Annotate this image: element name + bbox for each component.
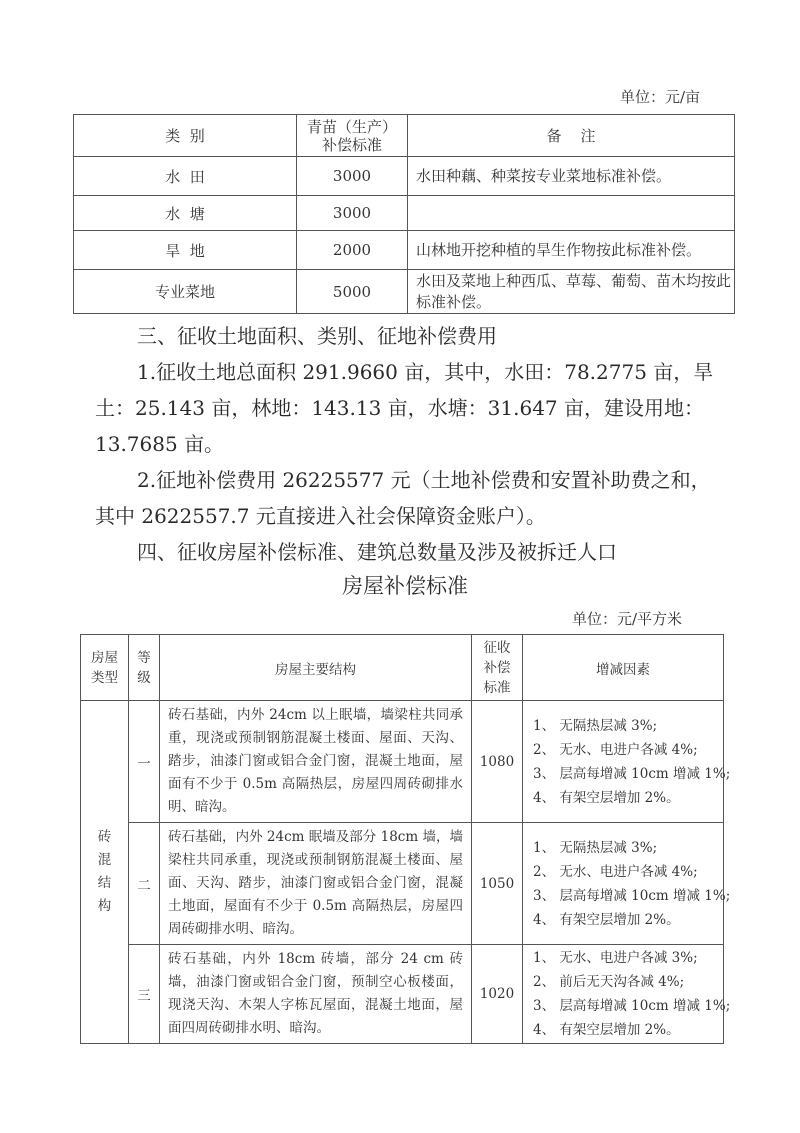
grade-cell: 三: [129, 945, 160, 1044]
note-cell: 山林地开挖种植的旱生作物按此标准补偿。: [408, 231, 735, 270]
grade-cell: 二: [129, 823, 160, 945]
table-row: [81, 823, 724, 945]
header-standard-line2: 补偿: [483, 659, 511, 676]
structure-cell: 砖石基础，内外 18cm 砖墙，部分 24 cm 砖墙，油漆门窗或铝合金门窗，预制空心板楼面，现浇天沟、木架人字栋瓦屋面，混凝土地面，屋面四周砖砌排水明、暗沟。: [160, 945, 472, 1044]
house-type-cell: [81, 701, 129, 1044]
table-row: [74, 157, 735, 196]
header-house-type: [81, 635, 129, 701]
header-standard-line1: 青苗（生产）: [306, 117, 397, 136]
note-cell: [408, 196, 735, 231]
factor-item: 3、 层高每增减 10cm 增减 1%;: [533, 765, 731, 782]
factors-cell: [523, 701, 731, 823]
factor-item: 4、 有架空层增加 2%。: [533, 1022, 680, 1038]
standard-cell: 1050: [472, 823, 523, 945]
standard-cell: 3000: [297, 196, 408, 231]
table-header-row: [81, 635, 724, 701]
header-standard: [472, 635, 523, 701]
header-factors: 增减因素: [523, 635, 724, 701]
header-standard-line1: 征收: [483, 639, 511, 656]
crop-compensation-table: [73, 114, 735, 314]
factor-item: 1、 无水、电进户各减 3%;: [533, 950, 698, 966]
section4-heading: 四、征收房屋补偿标准、建筑总数量及涉及被拆迁人口: [137, 540, 617, 564]
header-standard: [297, 115, 408, 157]
standard-cell: 3000: [297, 157, 408, 196]
category-cell: 水 田: [74, 157, 297, 196]
header-grade-line2: 级: [137, 669, 151, 686]
structure-cell: 砖石基础，内外 24cm 以上眠墙，墙梁柱共同承重，现浇或预制钢筋混凝土楼面、屋面、天沟、踏步，油漆门窗或铝合金门窗，混凝土地面，屋面有不少于 0.5m 高隔热层，房屋四周砖砌排水明、暗沟。: [160, 701, 472, 823]
header-standard-line2: 补偿标准: [321, 135, 382, 154]
table-row: [81, 701, 724, 823]
header-grade: [129, 635, 160, 701]
house-table-title: 房屋补偿标准: [342, 574, 468, 598]
note-cell: 水田种藕、种菜按专业菜地标准补偿。: [408, 157, 735, 196]
header-house-type-line1: 房屋: [91, 649, 118, 666]
house-type-char: 结: [97, 875, 112, 891]
factor-item: 1、 无隔热层减 3%;: [533, 839, 658, 856]
house-type-char: 混: [97, 852, 112, 868]
section3-paragraph-2: 2.征地补偿费用 26225577 元（土地补偿费和安置补助费之和，其中 2622557.7 元直接进入社会保障资金账户）。: [95, 468, 711, 528]
factor-item: 2、 无水、电进户各减 4%;: [533, 741, 698, 758]
factor-item: 3、 层高每增减 10cm 增减 1%;: [533, 887, 731, 904]
standard-cell: 1080: [472, 701, 523, 823]
house-table-unit: 单位：元/平方米: [572, 610, 683, 628]
factors-cell: [523, 945, 731, 1044]
grade-cell: 一: [129, 701, 160, 823]
standard-cell: 2000: [297, 231, 408, 270]
header-grade-line1: 等: [137, 649, 151, 666]
factors-cell: [523, 823, 731, 945]
house-type-char: 砖: [97, 829, 112, 845]
section3-heading: 三、征收土地面积、类别、征地补偿费用: [137, 324, 497, 348]
factor-item: 4、 有架空层增加 2%。: [533, 789, 680, 806]
section3-paragraph-1: 1.征收土地总面积 291.9660 亩，其中，水田：78.2775 亩，旱土：25.143 亩，林地：143.13 亩，水塘：31.647 亩，建设用地：13.7685 亩。: [95, 360, 714, 456]
standard-cell: 5000: [297, 270, 408, 314]
factor-item: 4、 有架空层增加 2%。: [533, 911, 680, 928]
header-house-type-line2: 类型: [91, 669, 118, 686]
note-cell: 水田及菜地上种西瓜、草莓、葡萄、苗木均按此标准补偿。: [408, 270, 735, 314]
header-standard-line3: 标准: [483, 679, 511, 696]
table-row: [74, 196, 735, 231]
table-header-row: [74, 115, 735, 157]
category-cell: 水 塘: [74, 196, 297, 231]
category-cell: 旱 地: [74, 231, 297, 270]
factor-item: 2、 前后无天沟各减 4%;: [533, 974, 685, 990]
factor-item: 3、 层高每增减 10cm 增减 1%;: [533, 998, 731, 1014]
standard-cell: 1020: [472, 945, 523, 1044]
factor-item: 1、 无隔热层减 3%;: [533, 717, 658, 734]
house-type-char: 构: [97, 898, 112, 914]
table-row: [74, 270, 735, 314]
crop-table-unit: 单位：元/亩: [620, 88, 701, 106]
category-cell: 专业菜地: [74, 270, 297, 314]
structure-cell: 砖石基础，内外 24cm 眠墙及部分 18cm 墙，墙梁柱共同承重，现浇或预制钢筋混凝土楼面、屋面、天沟、踏步，油漆门窗或铝合金门窗，混凝土地面，屋面有不少于 0.5m 高隔热层，房屋四周砖砌排水明、暗沟。: [160, 823, 472, 945]
header-note: 备 注: [408, 115, 735, 157]
header-category: 类 别: [74, 115, 297, 157]
header-structure: 房屋主要结构: [160, 635, 472, 701]
house-compensation-table: [80, 634, 731, 1044]
factor-item: 2、 无水、电进户各减 4%;: [533, 863, 698, 880]
table-row: [81, 945, 724, 1044]
table-row: [74, 231, 735, 270]
